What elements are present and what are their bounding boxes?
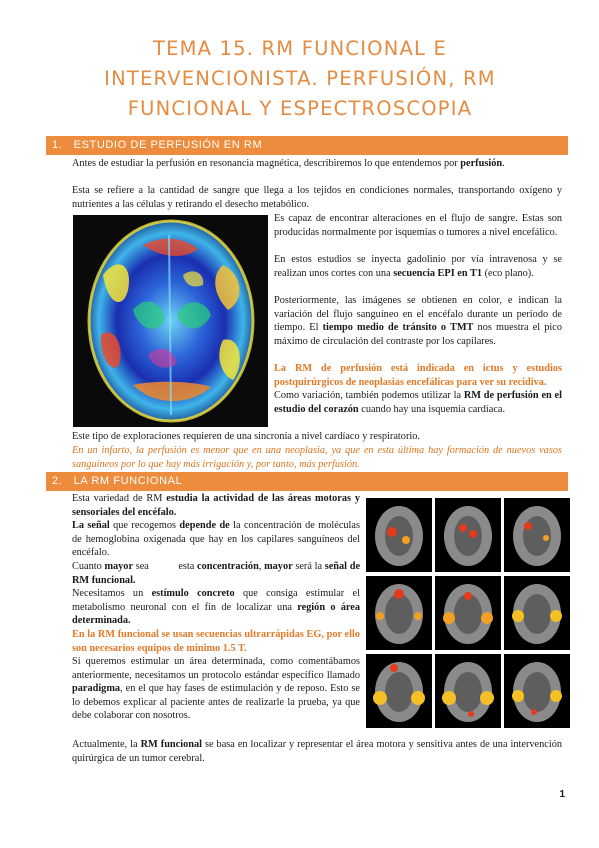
images-paragraph xyxy=(274,294,562,348)
section-1-heading: ESTUDIO DE PERFUSIÓN EN RM xyxy=(73,139,263,151)
conc-text-c: sea esta xyxy=(133,561,198,572)
fmri-slice xyxy=(435,654,501,728)
fmri-slice xyxy=(504,654,570,728)
stimulus-paragraph xyxy=(72,587,360,628)
fmri-slice xyxy=(366,498,432,572)
images-text-c: nos muestra el pico máximo de circulación del contraste por los capilares. xyxy=(274,322,562,347)
paradigm-term: paradigma xyxy=(72,683,121,694)
alterations-paragraph: Es capaz de encontrar alteraciones en el flujo de sangre. Estas son producidas normalmente por isquemias o tumores a nivel encefálico. xyxy=(274,213,562,238)
title-line-2: INTERVENCIONISTA. PERFUSIÓN, RM xyxy=(104,67,496,90)
conc-term: concentración xyxy=(197,561,259,572)
intro-term: perfusión xyxy=(460,158,503,169)
sequences-paragraph: En la RM funcional se usan secuencias ultrarrápidas EG, por ello son necesarios equipos de mínimo 1.5 T. xyxy=(72,629,360,654)
stim-text-a: Necesitamos un xyxy=(72,588,152,599)
fmri-slice xyxy=(366,654,432,728)
page-title xyxy=(30,34,570,124)
fmri-intro-paragraph xyxy=(72,492,360,519)
definition-paragraph: Esta se refiere a la cantidad de sangre que llega a los tejidos en condiciones normales, transportando oxígeno y nutrientes a las células y retirando el desecho metabólico. xyxy=(72,185,562,210)
page-number: 1 xyxy=(559,789,565,800)
fmri-slice xyxy=(366,576,432,650)
section-2-number: 2. xyxy=(52,475,63,487)
signal-text-b: que recogemos xyxy=(109,520,180,531)
signal-paragraph xyxy=(72,519,360,560)
intro-text-c: . xyxy=(502,158,505,169)
region-term: región o área determinada. xyxy=(72,601,360,626)
fmri-activation-grid-image xyxy=(366,498,571,730)
intro-paragraph xyxy=(72,157,562,171)
perfusion-map-image xyxy=(73,215,268,427)
heart-paragraph xyxy=(274,389,562,416)
indication-paragraph: La RM de perfusión está indicada en ictus y estudios postquirúrgicos de neoplasias encefálicas para ver su recidiva. xyxy=(274,363,562,388)
gadolinium-paragraph xyxy=(274,253,562,280)
fmri-slice xyxy=(504,576,570,650)
paradigm-paragraph xyxy=(72,655,360,723)
gadolinium-text-c: (eco plano). xyxy=(482,267,534,279)
signal-term: La señal xyxy=(72,520,110,531)
conc-mayor-2: mayor xyxy=(264,561,293,572)
conc-signal-term: señal de RM funcional. xyxy=(72,561,361,586)
section-2-heading: LA RM FUNCIONAL xyxy=(73,475,183,487)
images-text-a: Posteriormente, las imágenes se obtienen en color, e indican la variación del flujo sanguíneo en el encéfalo durante un periodo de tiempo. El xyxy=(274,295,562,333)
infarct-paragraph: En un infarto, la perfusión es menor que en una neoplasia, ya que en esta última hay formación de nuevos vasos sanguíneos por lo que hay más irrigación y, por tanto, más perfusión. xyxy=(72,445,562,470)
perfusion-brain-svg xyxy=(73,215,268,427)
current-use-paragraph xyxy=(72,738,562,765)
paradigm-text-a: Si queremos estimular un área determinada, como comentábamos anteriormente, necesitamos un protocolo estándar específico llamado xyxy=(72,656,360,681)
conc-text-g: será la xyxy=(292,561,325,572)
title-line-1: TEMA 15. RM FUNCIONAL E xyxy=(152,37,448,60)
epi-sequence-term: secuencia EPI en T1 xyxy=(393,267,482,279)
concentration-paragraph xyxy=(72,560,360,587)
stim-text-c: que consiga estimular el metabolismo neuronal con el fin de localizar una xyxy=(72,588,360,613)
tmt-term: tiempo medio de tránsito o TMT xyxy=(322,322,474,333)
fmri-slice xyxy=(435,576,501,650)
depends-term: depende de xyxy=(179,520,230,531)
conc-mayor-1: mayor xyxy=(104,561,134,572)
current-text-c: se basa en localizar y representar el área motora y sensitiva antes de una intervención quirúrgica de un tumor cerebral. xyxy=(72,739,562,764)
fmri-term: estudia la actividad de las áreas motoras y sensoriales del encéfalo. xyxy=(72,493,360,518)
signal-text-d: la concentración de moléculas de hemoglobina oxigenada que hay en los capilares sanguíneos del encéfalo. xyxy=(72,520,360,558)
fmri-text-a: Esta variedad de RM xyxy=(72,493,167,504)
current-text-a: Actualmente, la xyxy=(72,739,141,750)
heart-text-a: Como variación, también podemos utilizar la xyxy=(274,390,464,401)
section-1-header xyxy=(46,136,568,155)
heart-term: RM de perfusión en el estudio del corazón xyxy=(274,390,562,415)
current-term: RM funcional xyxy=(140,739,202,750)
paradigm-text-c: , en el que hay fases de estimulación y de reposo. Esto se lo debemos explicar al paciente antes de realizarle la prueba, ya que debe colaborar con nosotros. xyxy=(72,683,360,721)
sync-paragraph: Este tipo de exploraciones requieren de una sincronía a nivel cardíaco y respiratorio. xyxy=(72,431,420,442)
stim-term: estímulo concreto xyxy=(151,588,235,599)
fmri-slice xyxy=(435,498,501,572)
fmri-slice xyxy=(504,498,570,572)
gadolinium-text-a: En estos estudios se inyecta gadolinio por vía intravenosa y se realizan unos cortes con una xyxy=(274,254,562,279)
conc-text-e: , xyxy=(258,561,265,572)
section-2-header xyxy=(46,472,568,491)
section-1-number: 1. xyxy=(52,139,63,151)
intro-text-a: Antes de estudiar la perfusión en resonancia magnética, describiremos lo que entendemos por xyxy=(72,158,461,169)
heart-text-c: cuando hay una isquemia cardíaca. xyxy=(358,403,506,415)
conc-text-a: Cuanto xyxy=(72,561,105,572)
title-line-3: FUNCIONAL Y ESPECTROSCOPIA xyxy=(127,97,473,120)
